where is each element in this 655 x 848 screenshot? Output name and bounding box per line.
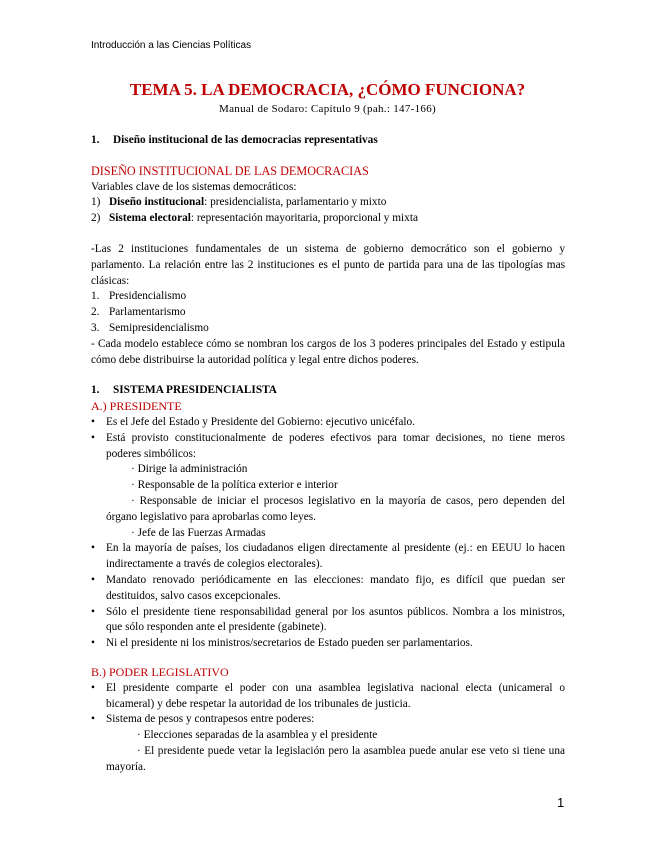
poder-item: · Responsable de la política exterior e interior [131,479,338,492]
bullet-text: Sólo el presidente tiene responsabilidad general por los asuntos públicos. Nombra a los ministros, que sólo responden ante el presidente (gabinete). [106,605,565,634]
bullet-item [91,541,565,573]
tipologia-text: Presidencialismo [109,290,187,303]
poder-item: · Jefe de las Fuerzas Armadas [131,526,266,539]
section-title: Diseño institucional de las democracias representativas [113,134,378,146]
diseno-intro: Variables clave de los sistemas democráticos: [91,180,297,193]
bullet-item [91,605,565,637]
running-header: Introducción a las Ciencias Políticas [91,40,252,51]
page-title: TEMA 5. LA DEMOCRACIA, ¿CÓMO FUNCIONA? [129,80,526,99]
section-number: 1. [91,384,100,397]
variable-number: 1) [91,196,101,209]
tipologia-text: Semipresidencialismo [109,321,209,334]
section-heading-1 [91,133,565,149]
page-number: 1 [557,795,565,810]
presidente-heading: A.) PRESIDENTE [91,399,182,414]
paragraph-instituciones: -Las 2 instituciones fundamentales de un sistema de gobierno democrático son el gobierno y parlamento. La relación entre las 2 instituciones es el punto de partida para una de las tipologías mas clásicas: [91,242,565,287]
variable-bold: Diseño institucional [109,196,205,209]
bullet-item [91,431,565,463]
bullet-item [91,573,565,605]
tipologia-item [91,289,565,305]
section-number: 1. [91,134,100,146]
variable-item [91,195,565,211]
document-body [91,133,565,775]
paragraph-modelo: - Cada modelo establece cómo se nombran los cargos de los 3 poderes principales del Estado y estipula cómo debe distribuirse la autoridad política y legal entre dichos poderes. [91,337,565,366]
contrapeso-item: · Elecciones separadas de la asamblea y el presidente [137,729,378,742]
variable-text: : presidencialista, parlamentario y mixto [204,196,387,209]
bullet-item [91,712,565,728]
bullet-text: En la mayoría de países, los ciudadanos eligen directamente al presidente (ej.: en EEUU lo hacen indirectamente a través de colegios electorales). [106,542,565,571]
bullet-text: Sistema de pesos y contrapesos entre poderes: [106,713,315,726]
bullet-icon: • [91,681,95,694]
bullet-item [91,681,565,713]
bullet-icon: • [91,605,95,618]
tipologia-text: Parlamentarismo [109,306,186,319]
bullet-item [91,415,565,431]
tipologia-number: 3. [91,321,100,334]
bullet-text: Mandato renovado periódicamente en las elecciones: mandato fijo, es difícil que puedan ser destituidos, salvo casos excepcionales. [106,573,565,602]
bullet-icon: • [91,542,95,555]
legislativo-heading: B.) PODER LEGISLATIVO [91,664,229,679]
contrapeso-item: · El presidente puede vetar la legislación pero la asamblea puede anular ese veto si tiene una mayoría. [106,744,565,773]
bullet-icon: • [91,713,95,726]
bullet-icon: • [91,573,95,586]
bullet-item [91,636,565,652]
section-heading-2 [91,383,565,399]
bullet-icon: • [91,431,95,444]
tipologia-number: 2. [91,306,100,319]
bullet-icon: • [91,637,95,650]
poder-item: · Responsable de iniciar el procesos legislativo en la mayoría de casos, pero dependen del órgano legislativo para aprobarlas como leyes. [106,494,565,523]
bullet-text: Es el Jefe del Estado y Presidente del Gobierno: ejecutivo unicéfalo. [106,415,415,428]
variable-bold: Sistema electoral [109,212,191,225]
variable-text: : representación mayoritaria, proporcional y mixta [190,212,418,225]
bullet-text: El presidente comparte el poder con una asamblea legislativa nacional electa (unicameral o bicameral) y debe respetar la autoridad de los tribunales de justicia. [106,681,565,710]
variable-item [91,211,565,227]
bullet-icon: • [91,415,95,428]
variable-number: 2) [91,212,101,225]
page-subtitle: Manual de Sodaro: Capítulo 9 (pah.: 147-166) [219,103,436,115]
section-title: SISTEMA PRESIDENCIALISTA [113,384,277,397]
tipologia-number: 1. [91,290,100,303]
poder-item: · Dirige la administración [131,463,248,476]
diseno-heading: DISEÑO INSTITUCIONAL DE LAS DEMOCRACIAS [91,163,369,178]
tipologia-item [91,305,565,321]
tipologia-item [91,321,565,337]
bullet-text: Ni el presidente ni los ministros/secretarios de Estado pueden ser parlamentarios. [106,637,473,650]
bullet-text: Está provisto constitucionalmente de poderes efectivos para tomar decisiones, no tiene meros poderes simbólicos: [106,431,565,460]
